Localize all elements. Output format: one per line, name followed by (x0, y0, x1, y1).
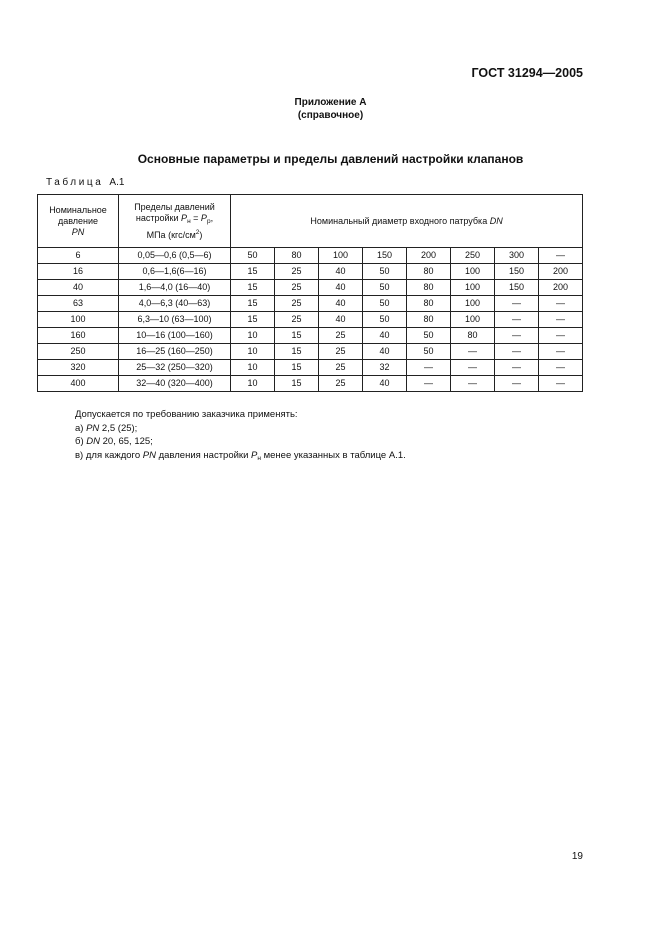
cell-diameter: — (539, 360, 583, 376)
appendix-title: Приложение А (294, 97, 367, 108)
table-row (38, 344, 583, 360)
header-pn-line2: давление (57, 215, 99, 226)
cell-diameter: 80 (407, 280, 451, 296)
range-p-symbol: P (181, 212, 188, 223)
cell-diameter: 100 (451, 264, 495, 280)
table-row (38, 328, 583, 344)
header-pn-symbol (38, 227, 118, 238)
section-title: Основные параметры и пределы давлений настройки клапанов (137, 152, 524, 166)
cell-diameter: — (495, 312, 539, 328)
cell-diameter: 25 (275, 280, 319, 296)
note-c-text1: для каждого (83, 449, 143, 461)
cell-diameter: — (539, 248, 583, 264)
cell-diameter: — (451, 376, 495, 392)
cell-pressure-range: 16—25 (160—250) (119, 344, 231, 360)
cell-diameter: 50 (363, 280, 407, 296)
table-body (38, 248, 583, 392)
appendix-heading (0, 96, 661, 122)
header-dn-text: Номинальный диаметр входного патрубка (310, 215, 488, 226)
cell-diameter: 40 (319, 264, 363, 280)
notes (75, 408, 406, 465)
cell-diameter: 100 (451, 296, 495, 312)
notes-intro: Допускается по требованию заказчика применять: (75, 409, 298, 420)
cell-diameter: — (539, 296, 583, 312)
cell-pressure-range: 6,3—10 (63—100) (119, 312, 231, 328)
cell-diameter: 40 (363, 328, 407, 344)
range-p-symbol-2: P (200, 212, 207, 223)
note-a-text: 2,5 (25); (99, 422, 138, 434)
cell-diameter: 100 (451, 280, 495, 296)
table-row (38, 296, 583, 312)
cell-diameter: 15 (275, 360, 319, 376)
cell-diameter: 15 (231, 264, 275, 280)
cell-diameter: — (495, 376, 539, 392)
cell-diameter: 150 (495, 280, 539, 296)
note-b-symbol: DN (86, 436, 100, 447)
cell-diameter: 50 (363, 264, 407, 280)
cell-diameter: — (407, 376, 451, 392)
cell-diameter: 80 (451, 328, 495, 344)
cell-diameter: 250 (451, 248, 495, 264)
cell-diameter: 15 (231, 296, 275, 312)
note-b-text: 20, 65, 125; (99, 436, 153, 447)
cell-diameter: 200 (407, 248, 451, 264)
page-number: 19 (571, 851, 583, 862)
cell-nominal-pressure: 16 (38, 264, 119, 280)
table-caption (46, 177, 124, 188)
cell-diameter: 80 (275, 248, 319, 264)
note-c-sub: н (257, 454, 261, 462)
note-b-prefix: б) (75, 436, 84, 447)
header-nominal-pressure (38, 195, 119, 248)
cell-diameter: 150 (363, 248, 407, 264)
appendix-subtitle: (справочное) (297, 110, 364, 121)
cell-nominal-pressure: 40 (38, 280, 119, 296)
cell-diameter: 100 (319, 248, 363, 264)
range-unit-sup: 2 (195, 228, 200, 236)
cell-diameter: — (451, 344, 495, 360)
header-range-line1: Пределы давлений (134, 201, 215, 212)
table-row (38, 376, 583, 392)
note-b (75, 435, 406, 449)
cell-diameter: 25 (319, 360, 363, 376)
range-sub-n: н (187, 217, 191, 225)
cell-diameter: 15 (231, 312, 275, 328)
cell-diameter: 15 (231, 280, 275, 296)
cell-diameter: 40 (319, 312, 363, 328)
header-range-line2 (119, 213, 230, 227)
range-sub-p: р (206, 217, 211, 225)
cell-nominal-pressure: 250 (38, 344, 119, 360)
cell-nominal-pressure: 400 (38, 376, 119, 392)
note-c-text2: давления настройки (155, 449, 252, 461)
note-c-p: P (251, 449, 258, 461)
pn-symbol: PN (71, 226, 85, 237)
cell-pressure-range: 1,6—4,0 (16—40) (119, 280, 231, 296)
range-comma: , (210, 212, 214, 223)
standard-number: ГОСТ 31294—2005 (471, 66, 583, 80)
cell-pressure-range: 32—40 (320—400) (119, 376, 231, 392)
cell-diameter: 50 (407, 328, 451, 344)
cell-diameter: 80 (407, 312, 451, 328)
parameters-table (37, 194, 583, 392)
header-range-line3 (119, 227, 230, 241)
header-pn-line1: Номинальное (49, 204, 107, 215)
cell-diameter: 50 (407, 344, 451, 360)
cell-diameter: 40 (319, 296, 363, 312)
table-number: А.1 (109, 177, 125, 188)
cell-diameter: 10 (231, 376, 275, 392)
cell-pressure-range: 25—32 (250—320) (119, 360, 231, 376)
cell-diameter: 15 (275, 328, 319, 344)
note-a (75, 422, 406, 436)
note-a-prefix: а) (75, 422, 84, 434)
cell-diameter: 80 (407, 264, 451, 280)
cell-diameter: — (495, 360, 539, 376)
header-pressure-range (119, 195, 231, 248)
cell-diameter: 80 (407, 296, 451, 312)
note-a-symbol: PN (86, 422, 100, 434)
cell-diameter: 10 (231, 360, 275, 376)
range-unit-close: ) (199, 229, 203, 240)
cell-nominal-pressure: 320 (38, 360, 119, 376)
range-unit-text: МПа (кгс/см (146, 229, 196, 240)
cell-diameter: 150 (495, 264, 539, 280)
cell-diameter: — (539, 328, 583, 344)
cell-diameter: 15 (275, 344, 319, 360)
cell-diameter: — (495, 344, 539, 360)
cell-diameter: 200 (539, 280, 583, 296)
cell-diameter: 32 (363, 360, 407, 376)
cell-nominal-pressure: 100 (38, 312, 119, 328)
note-c (75, 449, 406, 466)
table-row (38, 360, 583, 376)
range-equals: = (190, 212, 201, 223)
table-row (38, 264, 583, 280)
cell-diameter: 25 (319, 328, 363, 344)
cell-diameter: — (539, 376, 583, 392)
cell-diameter: 200 (539, 264, 583, 280)
header-dn-symbol: DN (489, 215, 503, 226)
cell-diameter: 25 (275, 312, 319, 328)
cell-nominal-pressure: 63 (38, 296, 119, 312)
cell-diameter: 100 (451, 312, 495, 328)
cell-diameter: — (495, 296, 539, 312)
cell-diameter: 300 (495, 248, 539, 264)
cell-diameter: 50 (363, 312, 407, 328)
cell-diameter: — (495, 328, 539, 344)
cell-pressure-range: 4,0—6,3 (40—63) (119, 296, 231, 312)
cell-diameter: 40 (363, 344, 407, 360)
note-c-text3: менее указанных в таблице А.1. (260, 449, 406, 461)
cell-diameter: — (451, 360, 495, 376)
table-row (38, 280, 583, 296)
cell-diameter: 50 (231, 248, 275, 264)
cell-diameter: 40 (319, 280, 363, 296)
table-row (38, 248, 583, 264)
header-nominal-diameter (231, 195, 583, 248)
cell-nominal-pressure: 160 (38, 328, 119, 344)
cell-pressure-range: 10—16 (100—160) (119, 328, 231, 344)
cell-diameter: 10 (231, 344, 275, 360)
cell-nominal-pressure: 6 (38, 248, 119, 264)
cell-diameter: 25 (319, 344, 363, 360)
note-c-symbol: PN (142, 449, 156, 461)
cell-diameter: — (539, 312, 583, 328)
table-row (38, 312, 583, 328)
cell-diameter: 10 (231, 328, 275, 344)
note-c-prefix: в) (75, 449, 84, 461)
cell-pressure-range: 0,05—0,6 (0,5—6) (119, 248, 231, 264)
cell-diameter: 15 (275, 376, 319, 392)
cell-diameter: — (407, 360, 451, 376)
cell-diameter: 50 (363, 296, 407, 312)
table-header-row (38, 195, 583, 248)
cell-diameter: 25 (275, 264, 319, 280)
cell-diameter: — (539, 344, 583, 360)
cell-pressure-range: 0,6—1,6(6—16) (119, 264, 231, 280)
cell-diameter: 25 (319, 376, 363, 392)
cell-diameter: 25 (275, 296, 319, 312)
range-line2-text: настройки (135, 212, 179, 223)
cell-diameter: 40 (363, 376, 407, 392)
table-label: Таблица (46, 177, 104, 188)
